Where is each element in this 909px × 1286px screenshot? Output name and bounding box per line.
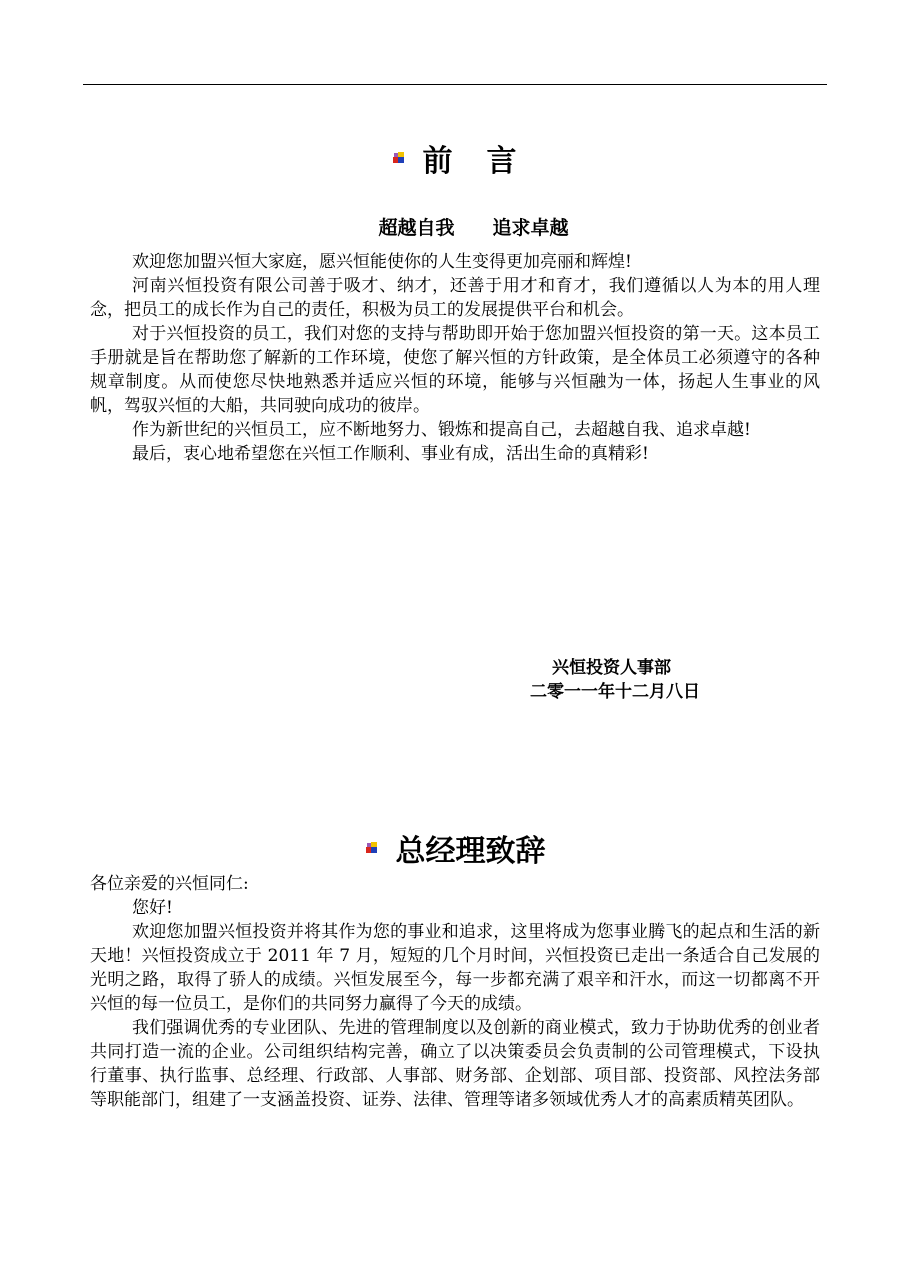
preface-paragraph: 河南兴恒投资有限公司善于吸才、纳才，还善于用才和育才，我们遵循以人为本的用人理念，把员工的成长作为自己的责任，积极为员工的发展提供平台和机会。 — [90, 276, 820, 320]
letter-greeting: 您好! — [132, 898, 173, 918]
motto — [0, 213, 909, 240]
preface-paragraph: 最后，衷心地希望您在兴恒工作顺利、事业有成，活出生命的真精彩! — [132, 444, 649, 464]
signature-department: 兴恒投资人事部 — [552, 658, 671, 678]
letter-body — [90, 872, 820, 1112]
motto-part-1: 超越自我 — [378, 217, 455, 239]
letter-heading — [0, 828, 909, 868]
preface-body — [90, 250, 820, 466]
letter-salutation: 各位亲爱的兴恒同仁: — [90, 874, 249, 894]
letter-paragraph: 欢迎您加盟兴恒投资并将其作为您的事业和追求，这里将成为您事业腾飞的起点和生活的新天地！兴恒投资成立于 2011 年 7 月，短短的几个月时间，兴恒投资已走出一条适合自己发展的光明之路，取得了骄人的成绩。兴恒发展至今，每一步都充满了艰辛和汗水，而这一切都离不开兴恒的每一位员工，是你们的共同努力赢得了今天的成绩。 — [90, 922, 820, 1014]
header-rule — [83, 84, 827, 85]
preface-paragraph: 作为新世纪的兴恒员工，应不断地努力、锻炼和提高自己，去超越自我、追求卓越! — [132, 420, 751, 440]
preface-paragraph: 对于兴恒投资的员工，我们对您的支持与帮助即开始于您加盟兴恒投资的第一天。这本员工手册就是旨在帮助您了解新的工作环境，使您了解兴恒的方针政策，是全体员工必须遵守的各种规章制度。从而使您尽快地熟悉并适应兴恒的环境，能够与兴恒融为一体，扬起人生事业的风帆，驾驭兴恒的大船，共同驶向成功的彼岸。 — [90, 324, 820, 416]
section-title: 总经理致辞 — [395, 834, 546, 869]
letter-paragraph: 我们强调优秀的专业团队、先进的管理制度以及创新的商业模式，致力于协助优秀的创业者共同打造一流的企业。公司组织结构完善，确立了以决策委员会负责制的公司管理模式，下设执行董事、执行监事、总经理、行政部、人事部、财务部、企划部、项目部、投资部、风控法务部等职能部门，组建了一支涵盖投资、证券、法律、管理等诸多领域优秀人才的高素质精英团队。 — [90, 1018, 820, 1110]
preface-heading — [0, 138, 909, 178]
motto-part-2: 追求卓越 — [492, 217, 569, 239]
colored-square-bullet-icon — [391, 150, 407, 166]
page-title: 前 言 — [422, 144, 519, 179]
preface-paragraph: 欢迎您加盟兴恒大家庭，愿兴恒能使你的人生变得更加亮丽和辉煌! — [132, 252, 632, 272]
colored-square-bullet-icon — [364, 840, 380, 856]
signature-date: 二零一一年十二月八日 — [530, 682, 700, 702]
